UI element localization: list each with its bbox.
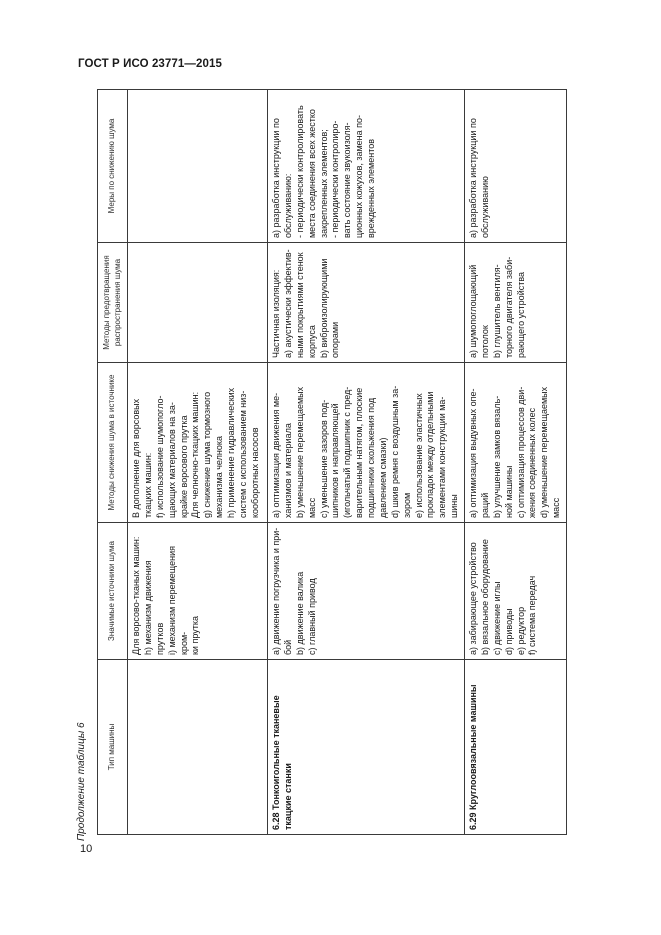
text-line: подшипники скольжения под — [366, 397, 376, 518]
text-line: b) виброизолирующими — [318, 258, 329, 358]
text-line: a) шумопоглощающий — [468, 264, 478, 358]
table-container — [97, 90, 562, 835]
text-line: (игольчатый подшипник с пред- — [342, 386, 353, 518]
cell-sources — [268, 523, 465, 660]
text-line: шины — [449, 494, 460, 518]
text-line: d) уменьшение перемещаемых — [539, 386, 550, 518]
text-line: Частичная изоляция: — [271, 269, 281, 358]
cell-type: 6.28 Тонкоигольные тканевые ткацкие станки — [268, 660, 465, 835]
text-line: a) забирающее устройство — [468, 542, 478, 655]
text-line: масс — [306, 497, 317, 518]
text-line: g) снижение шума тормозного — [202, 391, 213, 518]
table-row — [465, 90, 567, 835]
text-line: c) главный привод — [306, 578, 317, 655]
text-line: давлением смазки) — [377, 437, 388, 518]
col-header-source-methods: Методы снижения шума в источнике — [98, 363, 128, 523]
header-row — [98, 90, 128, 835]
text-line: Для ворсово-тканых машин: — [131, 536, 141, 655]
cell-measures — [465, 90, 567, 243]
text-line: врежденных элементов — [366, 139, 376, 238]
text-line: ханизмов и материала — [282, 423, 293, 518]
cell-sources — [465, 523, 567, 660]
text-line: - периодически контролиро- — [330, 120, 341, 238]
text-line: d) шкив ремня с воздушным за- — [389, 385, 400, 518]
text-line: f) использование шумопогло- — [154, 395, 165, 518]
text-line: b) движение валика — [294, 571, 305, 655]
text-line: ки прутка — [190, 615, 201, 655]
cell-measures — [268, 90, 465, 243]
text-line: потолок — [479, 325, 490, 358]
text-line: элементами конструкции ма- — [437, 396, 448, 518]
text-line: c) уменьшение зазоров под- — [318, 399, 329, 518]
text-line: a) оптимизация движения ме- — [271, 392, 281, 518]
cell-propagation-methods — [465, 243, 567, 363]
text-line: механизма челнока — [214, 436, 225, 518]
text-line: кооборотных насосов — [249, 427, 260, 518]
text-line: торного двигателя заби- — [503, 256, 514, 358]
text-line: ной машины — [503, 465, 514, 518]
table-row — [128, 90, 268, 835]
text-line: варительным натягом, плоские — [354, 387, 365, 518]
text-line: щающих материалов на за- — [166, 402, 177, 518]
text-line: ными покрытиями стенок — [294, 252, 305, 358]
text-line: b) глушитель вентиля- — [491, 264, 502, 358]
text-line: Для челночно-ткацких машин: — [190, 391, 201, 518]
text-line: закрепленных элементов; — [318, 129, 329, 238]
text-line: b) улучшение замков вязаль- — [491, 395, 502, 518]
text-line: a) разработка инструкции по — [271, 118, 281, 238]
text-line: масс — [551, 497, 562, 518]
text-line: a) разработка инструкции по — [468, 118, 478, 238]
text-line: h) механизм движения прутков — [142, 560, 165, 655]
text-line: a) оптимизация выдувных опе- — [468, 388, 478, 518]
col-header-type: Тип машины — [98, 660, 128, 835]
text-line: b) уменьшение перемещаемых — [294, 386, 305, 518]
text-line: f) система передач — [527, 575, 538, 655]
col-header-sources: Значимые источники шума — [98, 523, 128, 660]
text-line: обслуживанию: — [282, 173, 293, 238]
text-line: c) оптимизация процессов дви- — [515, 386, 526, 518]
text-line: опорами — [330, 321, 341, 358]
text-line: - периодически контролировать — [294, 105, 305, 238]
cell-propagation-methods — [268, 243, 465, 363]
cell-source-methods — [268, 363, 465, 523]
text-line: вать состояние звукоизоля- — [342, 122, 353, 238]
text-line: рающего устройства — [515, 271, 526, 358]
text-line: жения соединенных колес — [527, 407, 538, 518]
table-caption: Продолжение таблицы 6 — [76, 722, 87, 841]
page-number: 10 — [80, 843, 93, 855]
cell-sources — [128, 523, 268, 660]
text-line: h) применение гидравлических — [226, 387, 236, 518]
text-line: шипников и направляющей — [330, 403, 341, 518]
text-line: зором — [401, 492, 412, 518]
cell-type: 6.29 Круглоовязальные машины — [465, 660, 567, 835]
col-header-propagation-methods: Методы предотвращения распространения шума — [98, 243, 128, 363]
cell-source-methods — [128, 363, 268, 523]
text-line: корпуса — [306, 325, 317, 358]
text-line: раций — [479, 492, 490, 518]
text-line: обслуживанию — [479, 176, 490, 238]
document-title: ГОСТ Р ИСО 23771—2015 — [78, 58, 223, 70]
text-line: i) механизм перемещения кром- — [166, 546, 189, 655]
col-header-measures: Меры по снижению шума — [98, 90, 128, 243]
text-line: прокладок между отдельными — [425, 391, 436, 518]
cell-source-methods — [465, 363, 567, 523]
table-row — [268, 90, 465, 835]
noise-table — [97, 89, 567, 835]
text-line: ционных кожухов, замена по- — [354, 114, 365, 238]
text-line: b) вязальное оборудование — [479, 539, 490, 655]
cell-type — [128, 660, 268, 835]
text-line: a) движение погрузчика и при- — [271, 527, 281, 655]
text-line: d) приводы — [503, 608, 514, 655]
cell-measures — [128, 90, 268, 243]
text-line: ткацких машин: — [142, 452, 153, 518]
text-line: e) редуктор — [515, 606, 526, 655]
text-line: систем с использованием низ- — [237, 390, 248, 518]
text-line: c) движение иглы — [491, 581, 502, 655]
cell-propagation-methods — [128, 243, 268, 363]
text-line: a) акустически эффектив- — [282, 249, 293, 358]
text-line: e) использование эластичных — [413, 393, 424, 518]
text-line: В дополнение для ворсовых — [131, 398, 141, 518]
text-line: бой — [282, 639, 293, 655]
text-line: места соединения всех жестко — [306, 109, 317, 238]
text-line: крайке ворсового прутка — [178, 415, 189, 518]
